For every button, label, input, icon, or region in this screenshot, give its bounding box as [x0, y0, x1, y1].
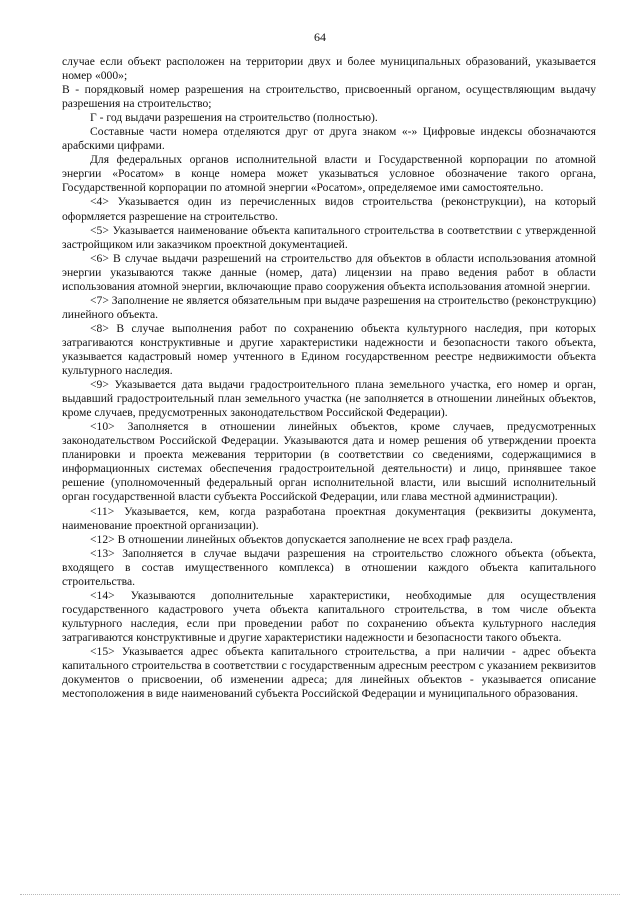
footnote-14: <14> Указываются дополнительные характеристики, необходимые для осуществления государственного кадастрового учета объекта капитального строительства, в том числе объекта культурного наследия, если при проведении работ по сохранению объекта культурного наследия затрагиваются конструктивные и другие характеристики надежности и безопасности такого объекта. — [62, 588, 596, 644]
paragraph: Г - год выдачи разрешения на строительство (полностью). — [90, 111, 378, 125]
footnote-8: <8> В случае выполнения работ по сохранению объекта культурного наследия, при которых затрагиваются конструктивные и другие характеристики надежности и безопасности такого объекта, указывается кадастровый номер учтенного в Едином государственном реестре недвижимости объекта культурного наследия. — [62, 321, 596, 378]
footnote-10: <10> Заполняется в отношении линейных объектов, кроме случаев, предусмотренных законодательством Российской Федерации. Указываются дата и номер решения об утверждении проекта планировки и проекта межевания территории (в соответствии со сведениями, содержащимися в информационных системах обеспечения градостроительной деятельности) и лицо, принявшее такое решение (уполномоченный федеральный орган исполнительной власти, или высший исполнительный орган государственной власти субъекта Российской Федерации, или глава местной администрации). — [62, 420, 596, 504]
footnote-4: <4> Указывается один из перечисленных видов строительства (реконструкции), на который оформляется разрешение на строительство. — [62, 195, 596, 223]
scan-edge-line — [20, 894, 620, 895]
footnote-11: <11> Указывается, кем, когда разработана проектная документация (реквизиты документа, наименование проектной организации). — [62, 504, 596, 532]
paragraph: Составные части номера отделяются друг от друга знаком «-» Цифровые индексы обозначаются арабскими цифрами. — [62, 125, 596, 153]
footnote-13: <13> Заполняется в случае выдачи разрешения на строительство сложного объекта (объекта, входящего в состав имущественного комплекса) в отношении каждого объекта капитального строительства. — [62, 546, 596, 588]
paragraph: Для федеральных органов исполнительной власти и Государственной корпорации по атомной энергии «Росатом» в конце номера может указываться условное обозначение такого органа, Государственной корпорации по атомной энергии «Росатом», определяемое ими самостоятельно. — [62, 153, 596, 195]
document-body — [62, 55, 596, 701]
footnote-7: <7> Заполнение не является обязательным при выдаче разрешения на строительство (реконструкцию) линейного объекта. — [62, 293, 596, 321]
footnote-12: <12> В отношении линейных объектов допускается заполнение не всех граф раздела. — [90, 532, 513, 546]
paragraph: случае если объект расположен на территории двух и более муниципальных образований, указывается номер «000»; — [62, 55, 596, 83]
footnote-6: <6> В случае выдачи разрешений на строительство для объектов в области использования атомной энергии указываются также данные (номер, дата) лицензии на право ведения работ в области использования атомной энергии, включающие право сооружения объекта использования атомной энергии. — [62, 251, 596, 293]
paragraph: В - порядковый номер разрешения на строительство, присвоенный органом, осуществляющим выдачу разрешения на строительство; — [62, 83, 596, 111]
footnote-15: <15> Указывается адрес объекта капитального строительства, а при наличии - адрес объекта капитального строительства в соответствии с государственным адресным реестром с указанием реквизитов документов о присвоении, об изменении адреса; для линейных объектов - указывается описание местоположения в виде наименований субъекта Российской Федерации и муниципального образования. — [62, 644, 596, 701]
footnote-9: <9> Указывается дата выдачи градостроительного плана земельного участка, его номер и орган, выдавший градостроительный план земельного участка (не заполняется в отношении линейных объектов, кроме случаев, предусмотренных законодательством Российской Федерации). — [62, 378, 596, 420]
footnote-5: <5> Указывается наименование объекта капитального строительства в соответствии с утвержденной застройщиком или заказчиком проектной документацией. — [62, 223, 596, 251]
page-number: 64 — [314, 30, 326, 44]
